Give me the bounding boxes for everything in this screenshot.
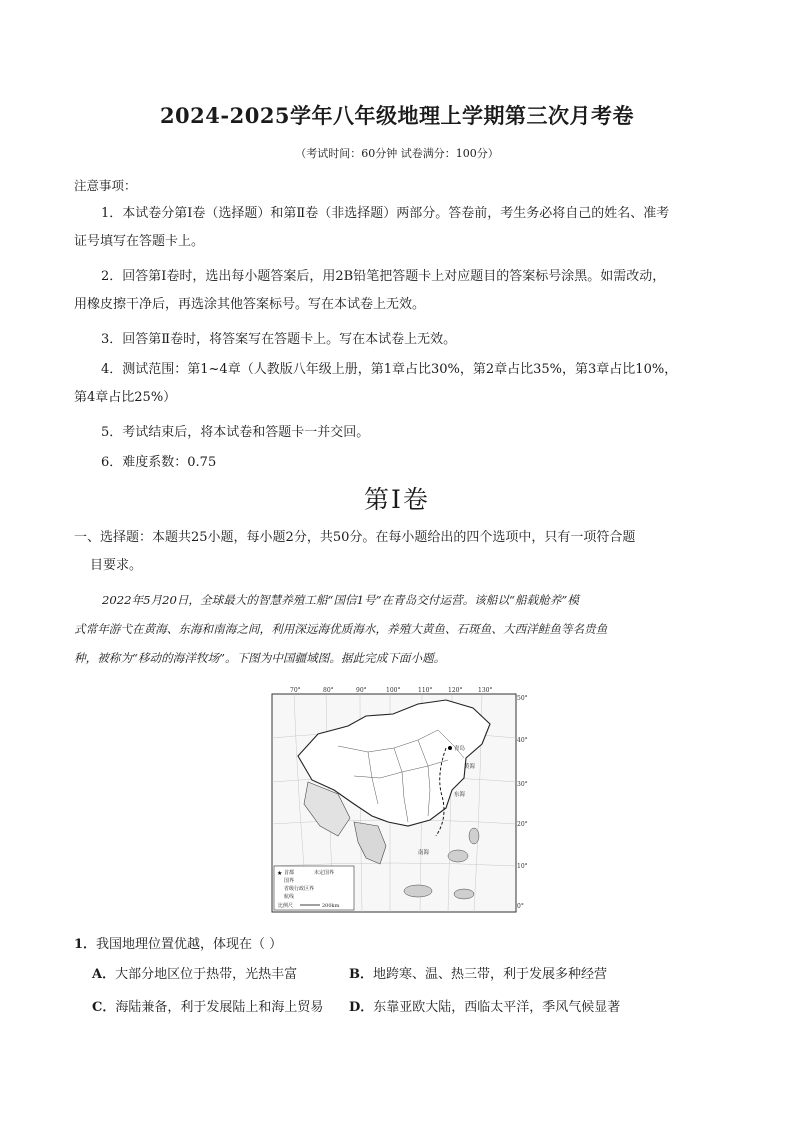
option-a: A．大部分地区位于热带，光热丰富 — [92, 967, 298, 982]
place-label: 东海 — [454, 792, 466, 798]
note-item-2: 2．回答第Ⅰ卷时，选出每小题答案后，用2B铅笔把答题卡上对应题目的答案标号涂黑。如需改动， 用橡皮擦干净后，再选涂其他答案标号。写在本试卷上无效。 — [74, 269, 666, 312]
lon-label: 120° — [448, 687, 463, 694]
lat-label: 0° — [517, 903, 524, 910]
section-instructions: 一、选择题：本题共25小题，每小题2分，共50分。在每小题给出的四个选项中，只有一项符合题 目要求。 — [74, 530, 636, 573]
place-label: 黄海 — [464, 764, 476, 770]
exam-title: 2024-2025学年八年级地理上学期第三次月考卷 — [159, 103, 635, 128]
note-item-1: 1．本试卷分第Ⅰ卷（选择题）和第Ⅱ卷（非选择题）两部分。答卷前，考生务必将自己的姓名、准考 证号填写在答题卡上。 — [74, 206, 670, 249]
question-1-stem: 1．我国地理位置优越，体现在（ ） — [74, 937, 283, 952]
place-label: 南海 — [418, 850, 430, 856]
exam-subtitle: （考试时间：60分钟 试卷满分：100分） — [295, 147, 499, 160]
legend-item: 首都 — [284, 870, 295, 876]
part-one-title: 第Ⅰ卷 — [364, 485, 430, 514]
legend-item: 省级行政区界 — [284, 886, 315, 892]
lat-label: 20° — [517, 821, 528, 828]
option-b: B．地跨寒、温、热三带，利于发展多种经营 — [349, 967, 608, 982]
note-item-3: 3．回答第Ⅱ卷时，将答案写在答题卡上。写在本试卷上无效。 — [101, 332, 457, 347]
lon-label: 130° — [478, 687, 493, 694]
note-item-4: 4．测试范围：第1~4章（人教版八年级上册，第1章占比30%，第2章占比35%，第3章占比10%， 第4章占比25%） — [74, 362, 678, 405]
qingdao-marker — [448, 746, 452, 750]
china-territory-map — [268, 686, 528, 916]
option-c: C．海陆兼备，利于发展陆上和海上贸易 — [92, 1000, 324, 1015]
lon-label: 70° — [290, 687, 301, 694]
lon-label: 100° — [386, 687, 401, 694]
legend-item: 国界 — [284, 878, 295, 884]
legend-item: 航线 — [284, 894, 295, 900]
note-item-5: 5．考试结束后，将本试卷和答题卡一并交回。 — [101, 425, 370, 440]
reading-passage: 2022年5月20日，全球最大的智慧养殖工船“国信1号”在青岛交付运营。该船以“船载舱养”模 式常年游弋在黄海、东海和南海之间，利用深远海优质海水，养殖大黄鱼、石斑鱼、大西洋鲑鱼等名贵鱼 种，被称为“移动的海洋牧场”。下图为中国疆域图。据此完成下面小题。 — [74, 593, 608, 665]
lat-label: 10° — [517, 863, 528, 870]
scale-label: 比例尺 — [278, 903, 294, 909]
place-label: 青岛 — [454, 746, 466, 752]
lat-label: 50° — [517, 695, 528, 702]
lon-label: 90° — [356, 687, 367, 694]
note-item-6: 6．难度系数：0.75 — [101, 455, 217, 470]
lon-label: 80° — [323, 687, 334, 694]
lat-label: 30° — [517, 781, 528, 788]
notes-heading: 注意事项： — [74, 178, 137, 193]
scale-value: 200km — [322, 903, 340, 909]
legend-item: 未定国界 — [314, 870, 335, 876]
lat-label: 40° — [517, 737, 528, 744]
lon-label: 110° — [418, 687, 433, 694]
option-d: D．东靠亚欧大陆，西临太平洋，季风气候显著 — [349, 1000, 621, 1015]
map-figure — [268, 686, 528, 916]
star-icon: ★ — [277, 870, 283, 877]
